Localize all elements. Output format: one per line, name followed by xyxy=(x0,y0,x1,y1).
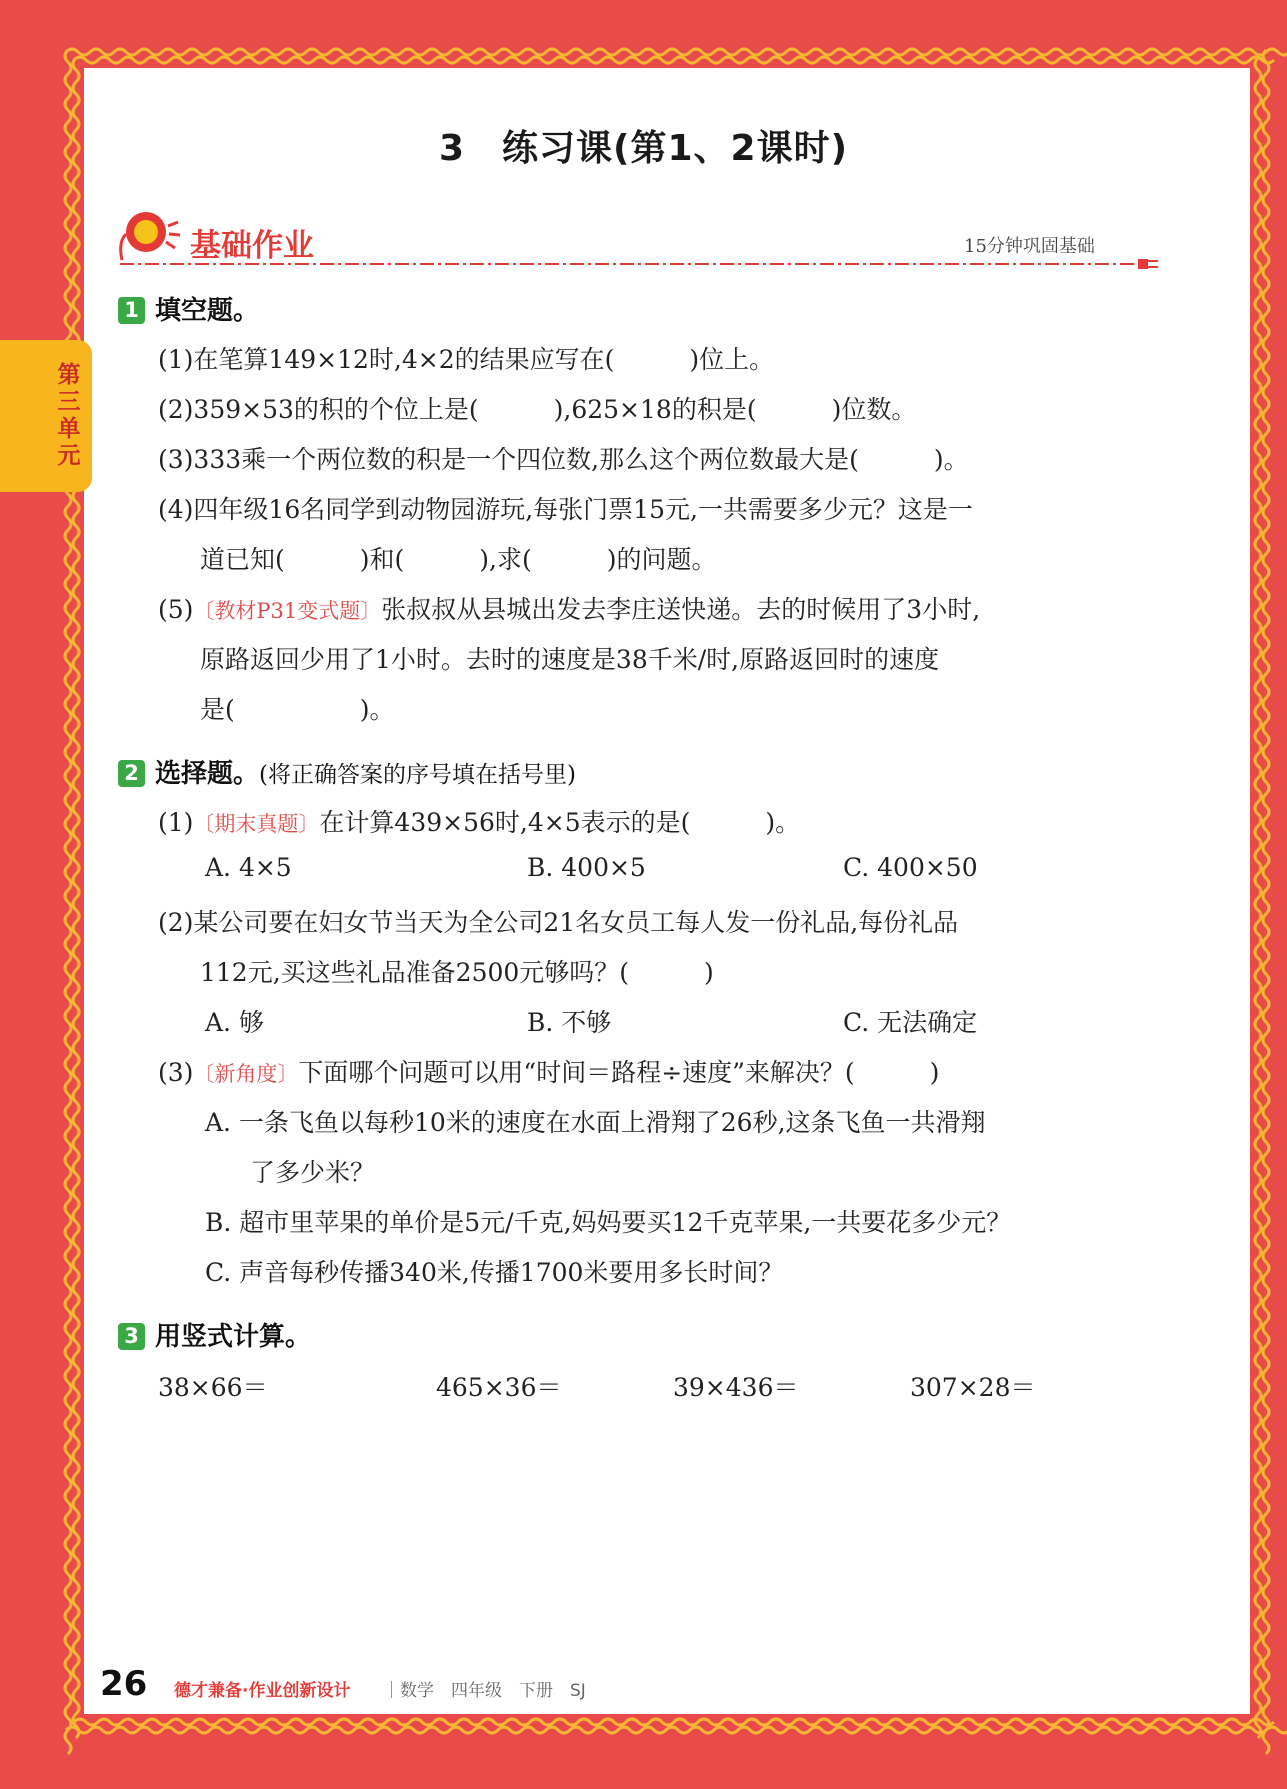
q2-item-3-option-a2: 了多少米？ xyxy=(250,1158,376,1187)
q1-item-1: (1)在笔算149×12时,4×2的结果应写在( )位上。 xyxy=(158,345,775,374)
q2-item-1-text: 在计算439×56时,4×5表示的是( )。 xyxy=(319,808,801,837)
q1-item-3: (3)333乘一个两位数的积是一个四位数,那么这个两位数最大是( )。 xyxy=(158,445,969,474)
q3-badge: 3 xyxy=(118,1323,145,1350)
q2-item-2-option-a: A. 够 xyxy=(205,1008,264,1037)
q2-item-2-option-c: C. 无法确定 xyxy=(843,1008,978,1037)
footer-brand: 德才兼备·作业创新设计 xyxy=(174,1681,351,1701)
q1-item-5a xyxy=(158,590,980,626)
q2-heading xyxy=(118,753,576,790)
q2-item-3-text: 下面哪个问题可以用“时间＝路程÷速度”来解决？( ) xyxy=(298,1058,940,1087)
q1-badge: 1 xyxy=(118,297,145,324)
unit-tab-label: 第三单元 xyxy=(57,362,81,469)
q1-heading xyxy=(118,290,259,327)
q3-expression-2: 465×36＝ xyxy=(436,1373,562,1402)
q2-item-3-option-b: B. 超市里苹果的单价是5元/千克,妈妈要买12千克苹果,一共要花多少元？ xyxy=(205,1208,1012,1237)
q1-item-2: (2)359×53的积的个位上是( ),625×18的积是( )位数。 xyxy=(158,395,917,424)
section-note: 15分钟巩固基础 xyxy=(964,236,1095,257)
section-divider xyxy=(118,258,1160,270)
q2-item-3-option-c: C. 声音每秒传播340米,传播1700米要用多长时间？ xyxy=(205,1258,784,1287)
q2-item-2b: 112元,买这些礼品准备2500元够吗？( ) xyxy=(200,958,714,987)
q1-item-5c: 是( )。 xyxy=(200,695,395,724)
q2-item-2-option-b: B. 不够 xyxy=(527,1008,612,1037)
q2-item-2a: (2)某公司要在妇女节当天为全公司21名女员工每人发一份礼品,每份礼品 xyxy=(158,908,959,937)
q3-expression-1: 38×66＝ xyxy=(158,1373,268,1402)
q2-item-1-option-a: A. 4×5 xyxy=(205,853,292,882)
q1-item-5b: 原路返回少用了1小时。去时的速度是38千米/时,原路返回时的速度 xyxy=(200,645,940,674)
q2-item-1-option-b: B. 400×5 xyxy=(527,853,646,882)
q2-item-3-option-a1: A. 一条飞鱼以每秒10米的速度在水面上滑翔了26秒,这条飞鱼一共滑翔 xyxy=(205,1108,986,1137)
q2-item-3 xyxy=(158,1053,939,1089)
q2-item-1 xyxy=(158,803,800,839)
q3-expression-3: 39×436＝ xyxy=(673,1373,799,1402)
footer-info: ｜数学 四年级 下册 SJ xyxy=(383,1681,586,1701)
q3-expression-4: 307×28＝ xyxy=(910,1373,1036,1402)
q1-item-4b: 道已知( )和( ),求( )的问题。 xyxy=(200,545,717,574)
q1-item-5-tag: 〔教材P31变式题〕 xyxy=(193,599,382,623)
q3-title: 用竖式计算。 xyxy=(155,1322,312,1352)
q1-item-5-number: (5) xyxy=(158,595,194,624)
q2-item-1-option-c: C. 400×50 xyxy=(843,853,978,882)
q2-instructions: (将正确答案的序号填在括号里) xyxy=(259,762,576,788)
page-number: 26 xyxy=(100,1664,148,1704)
q1-item-4a: (4)四年级16名同学到动物园游玩,每张门票15元,一共需要多少元？这是一 xyxy=(158,495,973,524)
q2-item-1-tag: 〔期末真题〕 xyxy=(193,812,320,836)
q1-item-5-text: 张叔叔从县城出发去李庄送快递。去的时候用了3小时, xyxy=(381,595,981,624)
q1-title: 填空题。 xyxy=(155,296,260,326)
q2-item-3-tag: 〔新角度〕 xyxy=(193,1062,299,1086)
q3-heading xyxy=(118,1316,311,1353)
q2-badge: 2 xyxy=(118,760,145,787)
q2-title: 选择题。 xyxy=(155,759,260,789)
section-heading: 基础作业 xyxy=(190,228,314,264)
q2-item-3-number: (3) xyxy=(158,1058,194,1087)
page-title: 3 练习课(第1、2课时) xyxy=(438,128,849,169)
q2-item-1-number: (1) xyxy=(158,808,194,837)
